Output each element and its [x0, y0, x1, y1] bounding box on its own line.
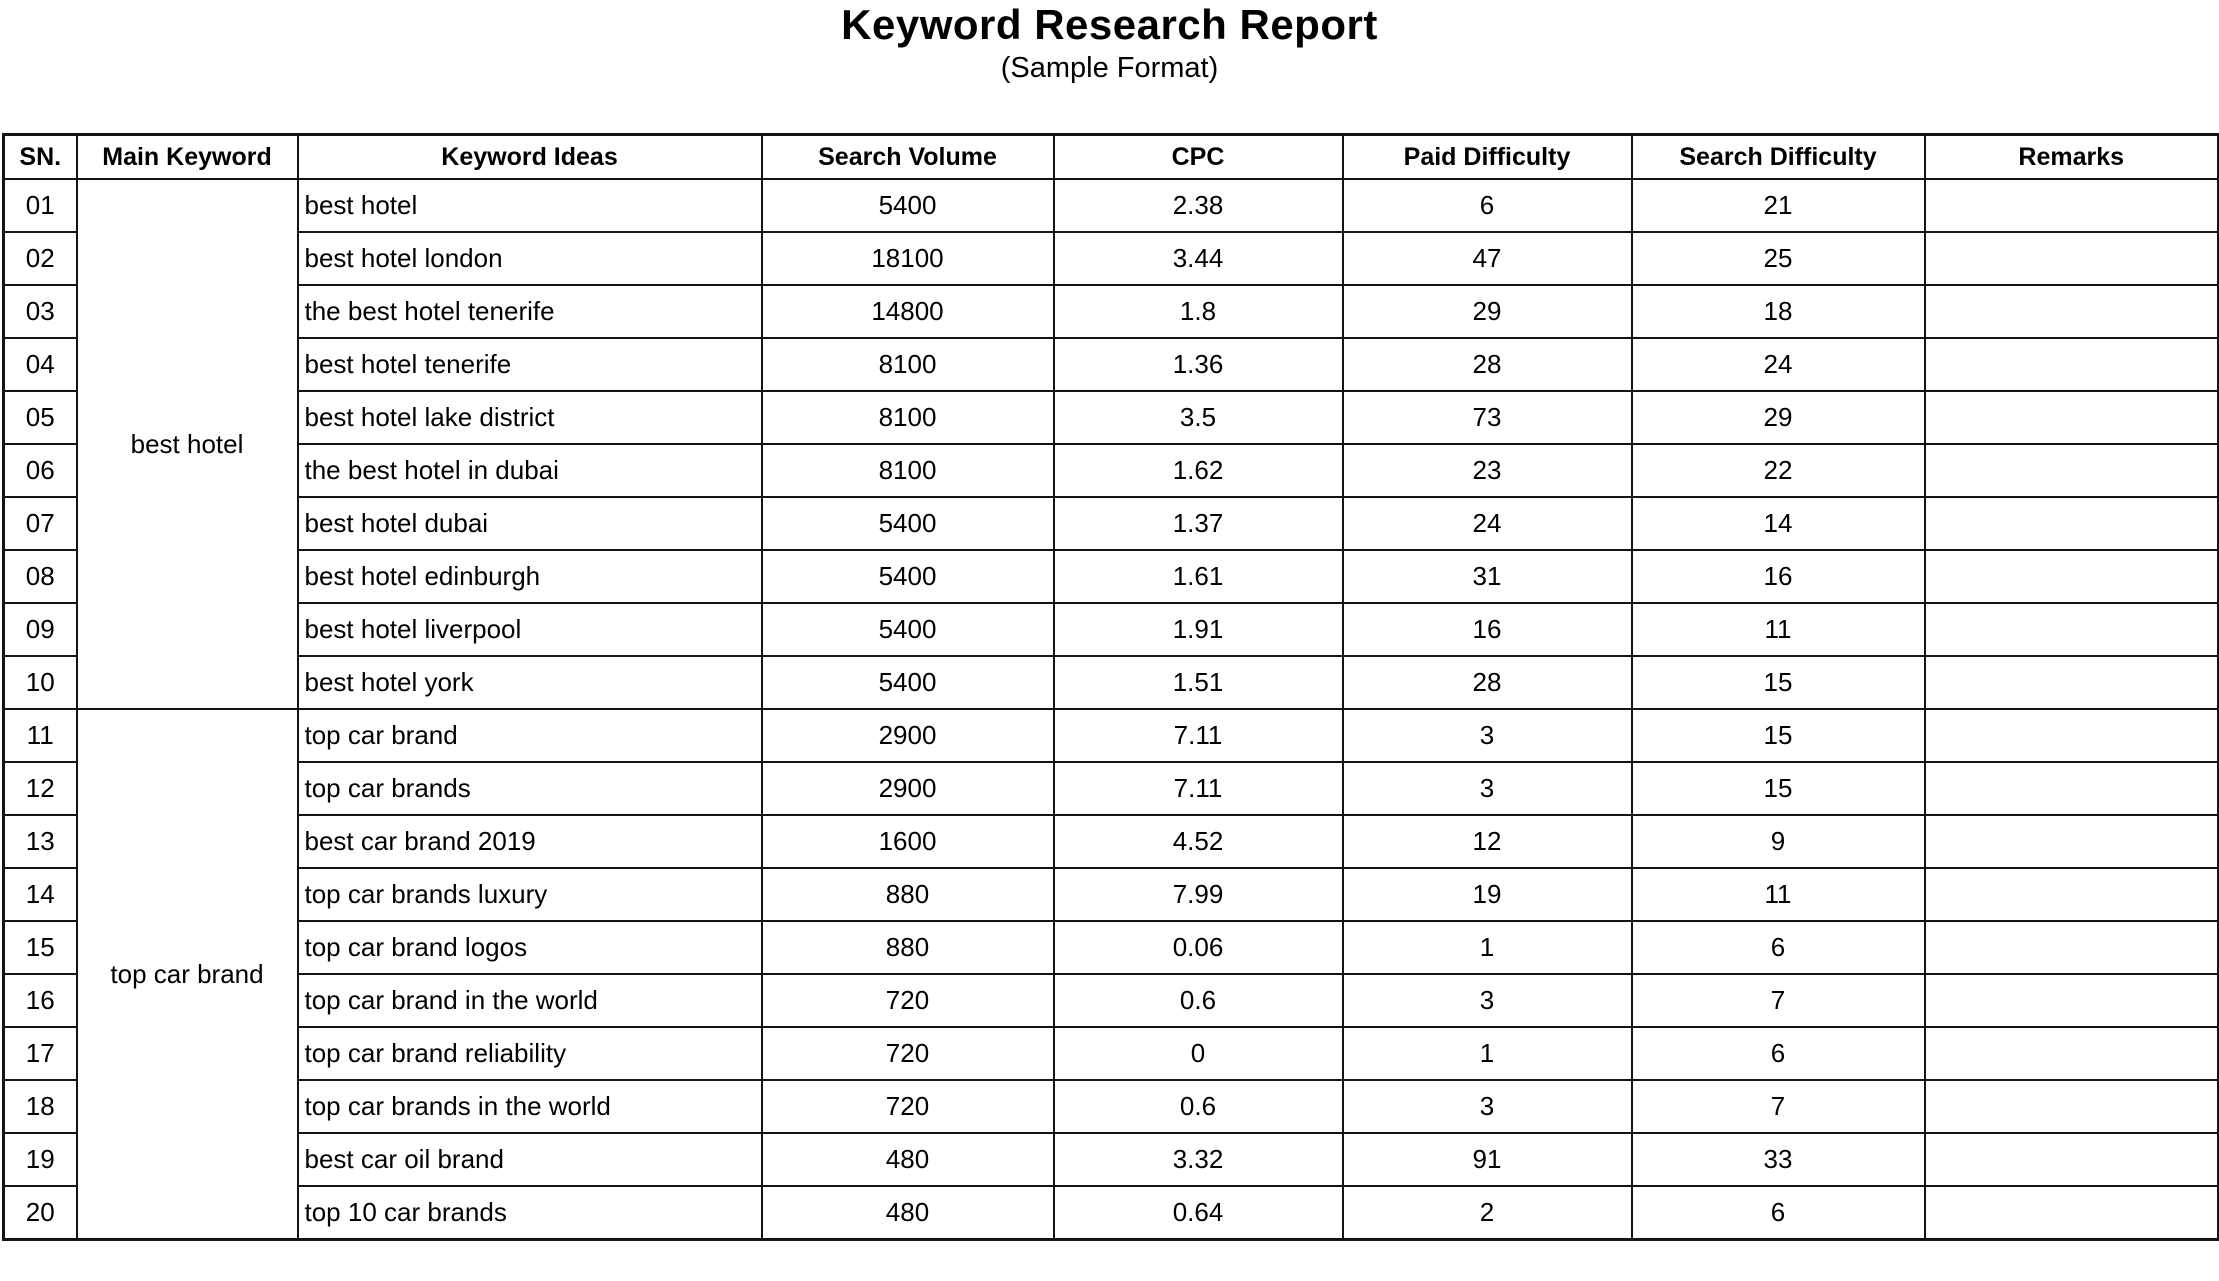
remarks-cell: [1925, 709, 2219, 762]
table-row: [4, 285, 2219, 338]
remarks-cell: [1925, 762, 2219, 815]
keyword-idea-cell: best car brand 2019: [298, 815, 762, 868]
search-difficulty-cell: 25: [1632, 232, 1925, 285]
sn-cell: 17: [4, 1027, 77, 1080]
search-difficulty-cell: 18: [1632, 285, 1925, 338]
cpc-cell: 7.99: [1054, 868, 1343, 921]
remarks-cell: [1925, 497, 2219, 550]
keyword-idea-cell: top car brand reliability: [298, 1027, 762, 1080]
keyword-idea-cell: top car brands: [298, 762, 762, 815]
cpc-cell: 1.61: [1054, 550, 1343, 603]
col-header-search-difficulty: Search Difficulty: [1632, 134, 1925, 179]
col-header-paid-difficulty: Paid Difficulty: [1343, 134, 1632, 179]
search-difficulty-cell: 14: [1632, 497, 1925, 550]
main-keyword-cell: best hotel: [77, 179, 298, 709]
search-difficulty-cell: 21: [1632, 179, 1925, 232]
sn-cell: 14: [4, 868, 77, 921]
search-difficulty-cell: 15: [1632, 709, 1925, 762]
keyword-idea-cell: best hotel edinburgh: [298, 550, 762, 603]
search-volume-cell: 2900: [762, 709, 1054, 762]
search-difficulty-cell: 15: [1632, 656, 1925, 709]
keyword-research-table: [2, 133, 2219, 1241]
cpc-cell: 1.51: [1054, 656, 1343, 709]
search-difficulty-cell: 9: [1632, 815, 1925, 868]
sn-cell: 02: [4, 232, 77, 285]
cpc-cell: 3.44: [1054, 232, 1343, 285]
keyword-idea-cell: best hotel tenerife: [298, 338, 762, 391]
remarks-cell: [1925, 1186, 2219, 1239]
cpc-cell: 1.62: [1054, 444, 1343, 497]
paid-difficulty-cell: 12: [1343, 815, 1632, 868]
cpc-cell: 1.91: [1054, 603, 1343, 656]
keyword-idea-cell: top car brand in the world: [298, 974, 762, 1027]
cpc-cell: 0: [1054, 1027, 1343, 1080]
col-header-search-volume: Search Volume: [762, 134, 1054, 179]
paid-difficulty-cell: 1: [1343, 1027, 1632, 1080]
sn-cell: 01: [4, 179, 77, 232]
table-row: [4, 179, 2219, 232]
paid-difficulty-cell: 91: [1343, 1133, 1632, 1186]
paid-difficulty-cell: 3: [1343, 1080, 1632, 1133]
paid-difficulty-cell: 6: [1343, 179, 1632, 232]
table-row: [4, 1133, 2219, 1186]
paid-difficulty-cell: 29: [1343, 285, 1632, 338]
cpc-cell: 1.37: [1054, 497, 1343, 550]
keyword-idea-cell: best hotel london: [298, 232, 762, 285]
table-row: [4, 1027, 2219, 1080]
page-subtitle: (Sample Format): [1000, 52, 1219, 85]
paid-difficulty-cell: 24: [1343, 497, 1632, 550]
search-volume-cell: 720: [762, 1080, 1054, 1133]
paid-difficulty-cell: 16: [1343, 603, 1632, 656]
paid-difficulty-cell: 47: [1343, 232, 1632, 285]
search-volume-cell: 2900: [762, 762, 1054, 815]
remarks-cell: [1925, 1133, 2219, 1186]
search-volume-cell: 8100: [762, 444, 1054, 497]
sn-cell: 19: [4, 1133, 77, 1186]
table-row: [4, 974, 2219, 1027]
sn-cell: 06: [4, 444, 77, 497]
sn-cell: 07: [4, 497, 77, 550]
keyword-idea-cell: best car oil brand: [298, 1133, 762, 1186]
keyword-idea-cell: best hotel lake district: [298, 391, 762, 444]
sn-cell: 03: [4, 285, 77, 338]
search-difficulty-cell: 22: [1632, 444, 1925, 497]
col-header-keyword-ideas: Keyword Ideas: [298, 134, 762, 179]
remarks-cell: [1925, 815, 2219, 868]
table-row: [4, 338, 2219, 391]
sn-cell: 04: [4, 338, 77, 391]
remarks-cell: [1925, 444, 2219, 497]
search-volume-cell: 5400: [762, 497, 1054, 550]
keyword-idea-cell: top car brand: [298, 709, 762, 762]
cpc-cell: 1.8: [1054, 285, 1343, 338]
search-volume-cell: 1600: [762, 815, 1054, 868]
search-volume-cell: 8100: [762, 338, 1054, 391]
search-volume-cell: 720: [762, 974, 1054, 1027]
sn-cell: 12: [4, 762, 77, 815]
search-difficulty-cell: 6: [1632, 1186, 1925, 1239]
table-row: [4, 921, 2219, 974]
remarks-cell: [1925, 338, 2219, 391]
remarks-cell: [1925, 974, 2219, 1027]
paid-difficulty-cell: 28: [1343, 656, 1632, 709]
keyword-idea-cell: the best hotel in dubai: [298, 444, 762, 497]
paid-difficulty-cell: 3: [1343, 974, 1632, 1027]
keyword-idea-cell: best hotel dubai: [298, 497, 762, 550]
search-difficulty-cell: 6: [1632, 1027, 1925, 1080]
remarks-cell: [1925, 391, 2219, 444]
paid-difficulty-cell: 28: [1343, 338, 1632, 391]
sn-cell: 08: [4, 550, 77, 603]
search-difficulty-cell: 16: [1632, 550, 1925, 603]
remarks-cell: [1925, 232, 2219, 285]
col-header-sn: SN.: [4, 134, 77, 179]
cpc-cell: 1.36: [1054, 338, 1343, 391]
keyword-idea-cell: top car brands luxury: [298, 868, 762, 921]
sn-cell: 20: [4, 1186, 77, 1239]
paid-difficulty-cell: 3: [1343, 709, 1632, 762]
cpc-cell: 2.38: [1054, 179, 1343, 232]
cpc-cell: 4.52: [1054, 815, 1343, 868]
search-difficulty-cell: 24: [1632, 338, 1925, 391]
cpc-cell: 0.6: [1054, 974, 1343, 1027]
search-volume-cell: 14800: [762, 285, 1054, 338]
sn-cell: 09: [4, 603, 77, 656]
paid-difficulty-cell: 3: [1343, 762, 1632, 815]
keyword-idea-cell: top 10 car brands: [298, 1186, 762, 1239]
sn-cell: 18: [4, 1080, 77, 1133]
search-volume-cell: 480: [762, 1186, 1054, 1239]
search-difficulty-cell: 29: [1632, 391, 1925, 444]
paid-difficulty-cell: 19: [1343, 868, 1632, 921]
remarks-cell: [1925, 1080, 2219, 1133]
remarks-cell: [1925, 603, 2219, 656]
remarks-cell: [1925, 285, 2219, 338]
search-volume-cell: 720: [762, 1027, 1054, 1080]
table-row: [4, 1080, 2219, 1133]
table-row: [4, 391, 2219, 444]
table-row: [4, 868, 2219, 921]
remarks-cell: [1925, 921, 2219, 974]
table-row: [4, 709, 2219, 762]
search-volume-cell: 5400: [762, 656, 1054, 709]
search-difficulty-cell: 7: [1632, 974, 1925, 1027]
remarks-cell: [1925, 179, 2219, 232]
search-volume-cell: 8100: [762, 391, 1054, 444]
keyword-idea-cell: best hotel: [298, 179, 762, 232]
paid-difficulty-cell: 2: [1343, 1186, 1632, 1239]
search-volume-cell: 5400: [762, 603, 1054, 656]
table-row: [4, 762, 2219, 815]
cpc-cell: 0.06: [1054, 921, 1343, 974]
keyword-idea-cell: best hotel york: [298, 656, 762, 709]
remarks-cell: [1925, 656, 2219, 709]
keyword-idea-cell: top car brand logos: [298, 921, 762, 974]
sn-cell: 05: [4, 391, 77, 444]
table-row: [4, 550, 2219, 603]
sn-cell: 10: [4, 656, 77, 709]
search-volume-cell: 880: [762, 921, 1054, 974]
table-row: [4, 232, 2219, 285]
search-difficulty-cell: 7: [1632, 1080, 1925, 1133]
paid-difficulty-cell: 1: [1343, 921, 1632, 974]
keyword-idea-cell: top car brands in the world: [298, 1080, 762, 1133]
search-volume-cell: 5400: [762, 550, 1054, 603]
cpc-cell: 3.32: [1054, 1133, 1343, 1186]
search-volume-cell: 880: [762, 868, 1054, 921]
table-row: [4, 444, 2219, 497]
cpc-cell: 0.6: [1054, 1080, 1343, 1133]
search-difficulty-cell: 15: [1632, 762, 1925, 815]
search-difficulty-cell: 6: [1632, 921, 1925, 974]
main-keyword-cell: top car brand: [77, 709, 298, 1239]
header-row: [4, 134, 2219, 179]
cpc-cell: 7.11: [1054, 709, 1343, 762]
page-title: Keyword Research Report: [841, 1, 1378, 48]
cpc-cell: 3.5: [1054, 391, 1343, 444]
search-difficulty-cell: 11: [1632, 868, 1925, 921]
sn-cell: 15: [4, 921, 77, 974]
search-difficulty-cell: 11: [1632, 603, 1925, 656]
paid-difficulty-cell: 23: [1343, 444, 1632, 497]
remarks-cell: [1925, 868, 2219, 921]
cpc-cell: 0.64: [1054, 1186, 1343, 1239]
search-volume-cell: 480: [762, 1133, 1054, 1186]
remarks-cell: [1925, 550, 2219, 603]
search-volume-cell: 18100: [762, 232, 1054, 285]
col-header-cpc: CPC: [1054, 134, 1343, 179]
table-row: [4, 656, 2219, 709]
paid-difficulty-cell: 31: [1343, 550, 1632, 603]
remarks-cell: [1925, 1027, 2219, 1080]
table-row: [4, 1186, 2219, 1239]
paid-difficulty-cell: 73: [1343, 391, 1632, 444]
cpc-cell: 7.11: [1054, 762, 1343, 815]
col-header-main-keyword: Main Keyword: [77, 134, 298, 179]
table-row: [4, 497, 2219, 550]
keyword-idea-cell: the best hotel tenerife: [298, 285, 762, 338]
table-row: [4, 815, 2219, 868]
sn-cell: 11: [4, 709, 77, 762]
table-row: [4, 603, 2219, 656]
sn-cell: 16: [4, 974, 77, 1027]
sn-cell: 13: [4, 815, 77, 868]
report-header: [0, 0, 2219, 86]
search-volume-cell: 5400: [762, 179, 1054, 232]
search-difficulty-cell: 33: [1632, 1133, 1925, 1186]
keyword-idea-cell: best hotel liverpool: [298, 603, 762, 656]
col-header-remarks: Remarks: [1925, 134, 2219, 179]
